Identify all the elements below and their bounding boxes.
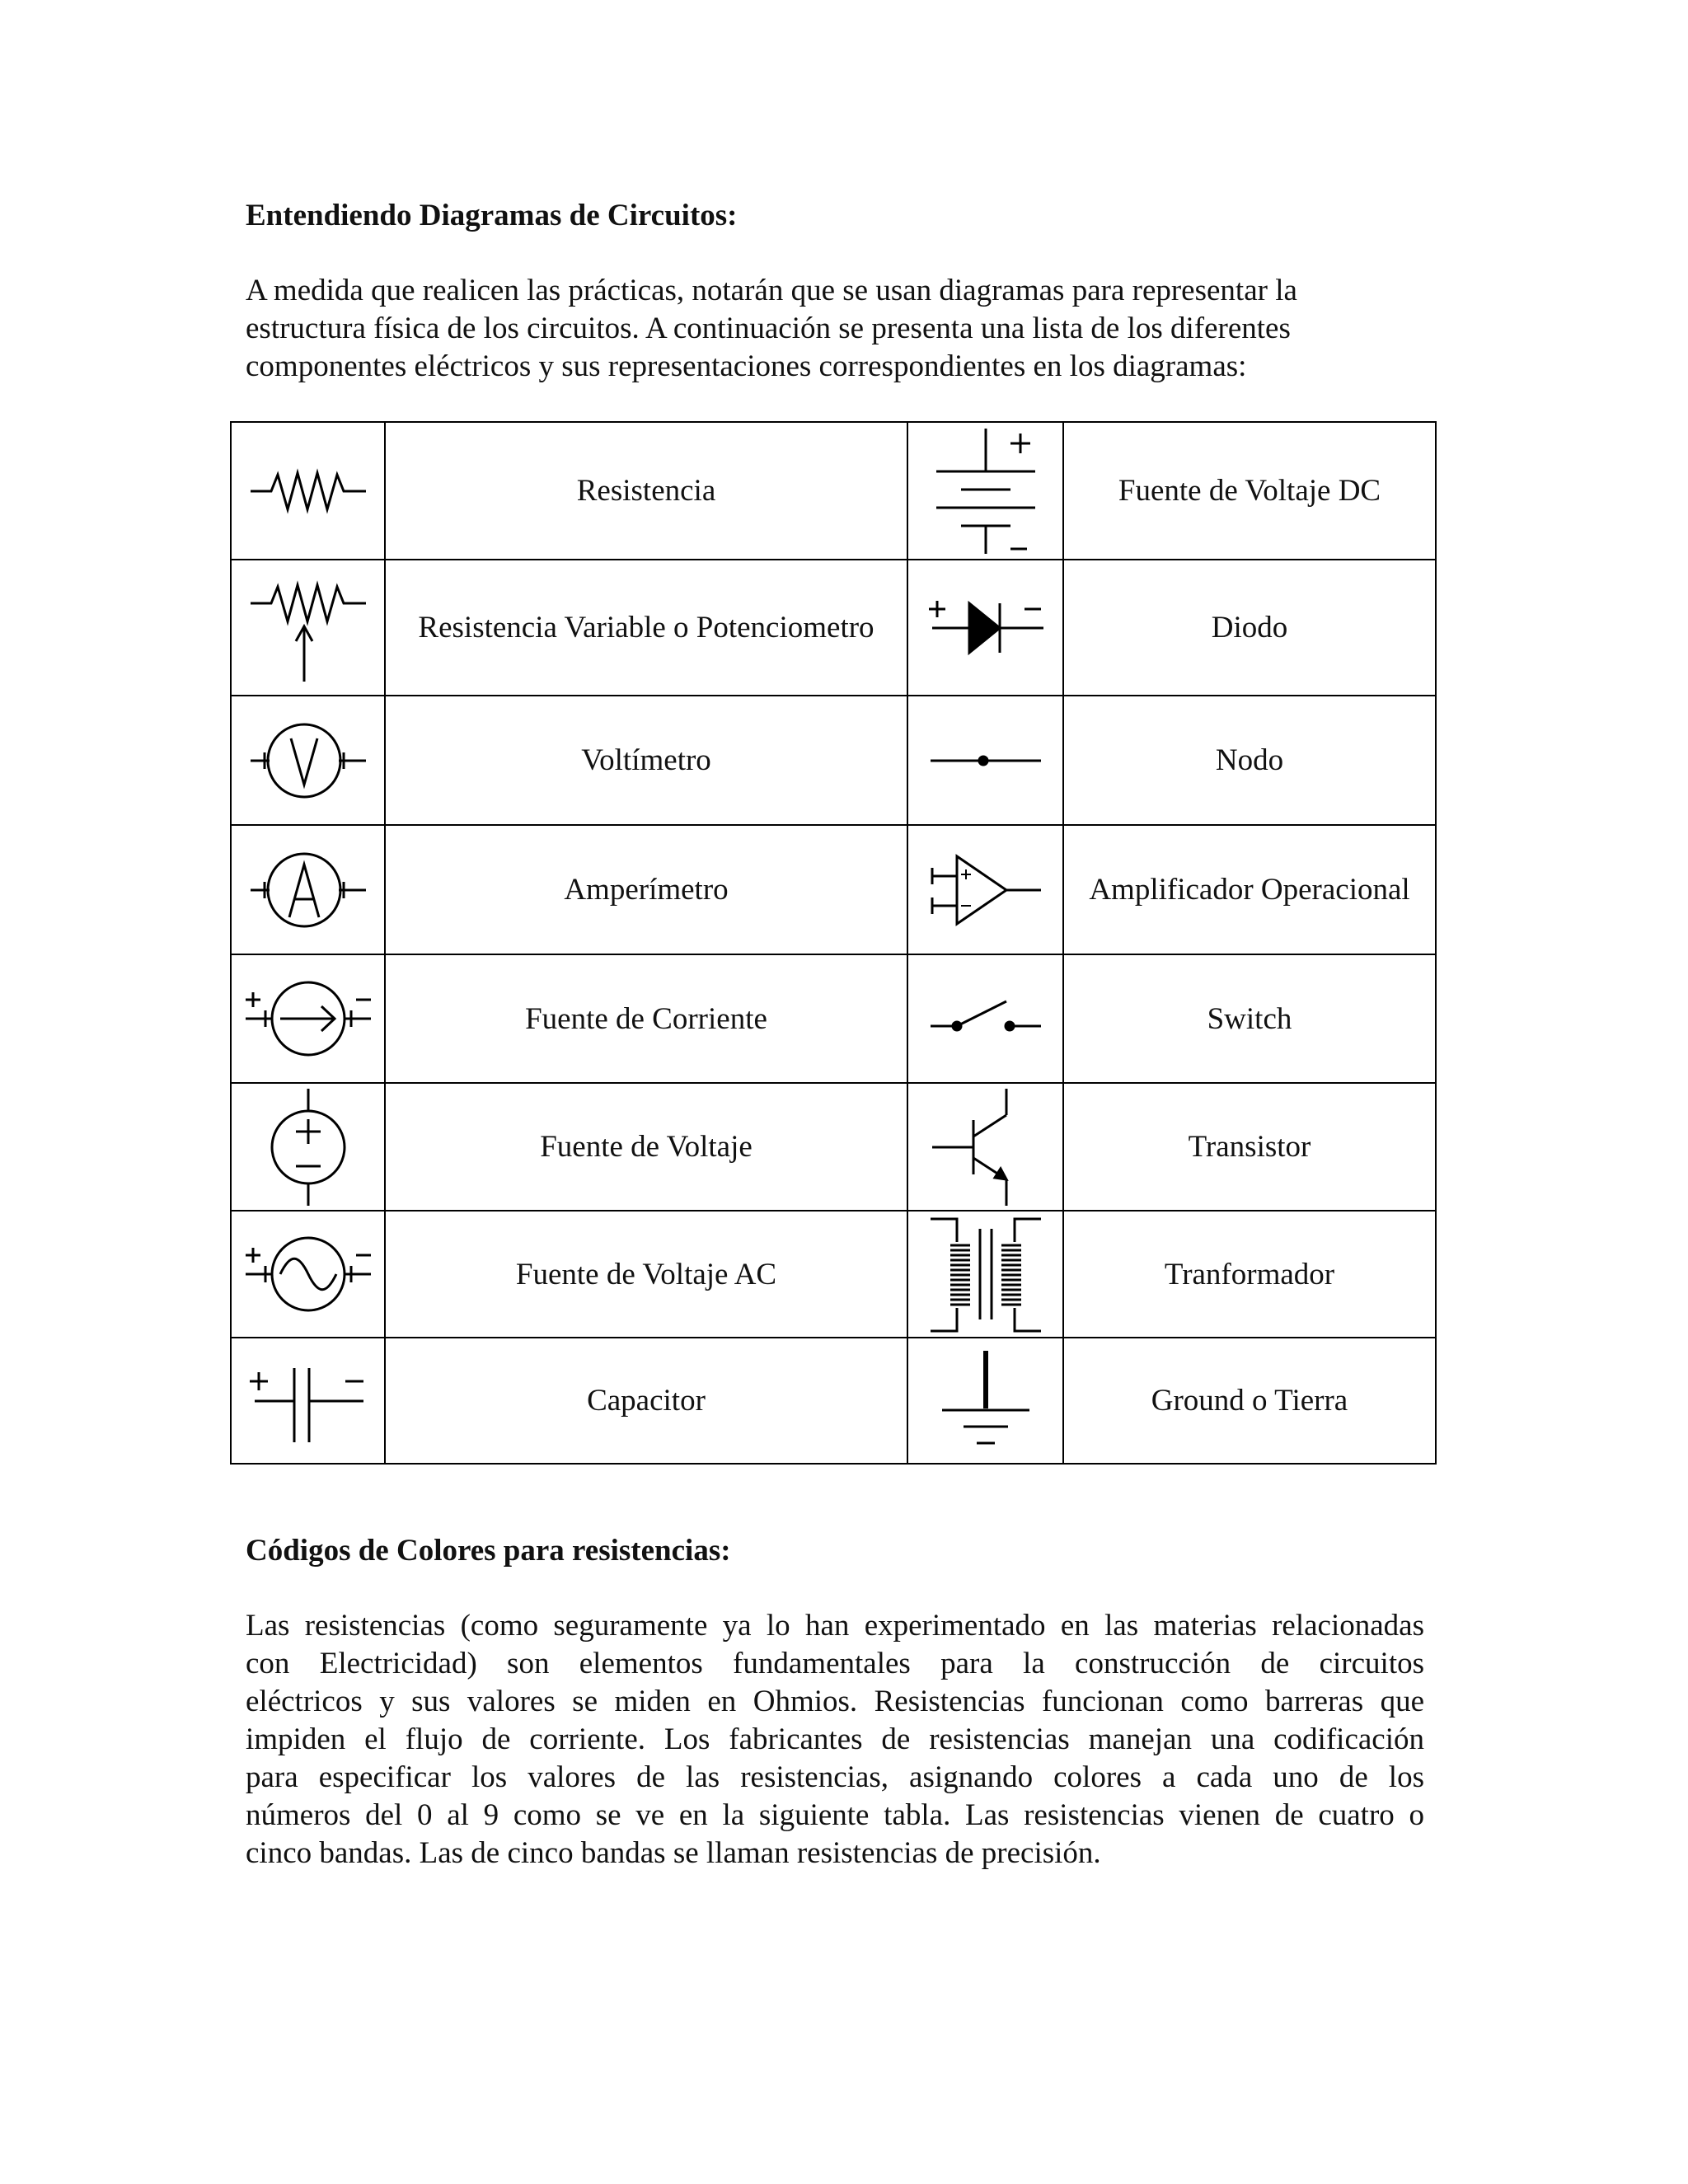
- symbol-cell: [231, 1083, 385, 1211]
- ground-icon: [924, 1347, 1048, 1455]
- symbol-cell: [907, 422, 1063, 560]
- component-label: Amplificador Operacional: [1063, 825, 1436, 954]
- table-row: [231, 825, 1436, 954]
- paragraph-line: para especificar los valores de las resistencias, asignando colores a cada uno de los: [246, 1760, 1424, 1794]
- paragraph-line: eléctricos y sus valores se miden en Ohmios. Resistencias funcionan como barreras que: [246, 1685, 1424, 1718]
- section-heading-diagrams: Entendiendo Diagramas de Circuitos:: [246, 199, 738, 232]
- symbol-cell: [231, 1211, 385, 1338]
- paragraph-line: cinco bandas. Las de cinco bandas se llaman resistencias de precisión.: [246, 1836, 1101, 1870]
- component-label: Fuente de Voltaje AC: [385, 1211, 907, 1338]
- dc-voltage-source-icon: [928, 425, 1043, 557]
- paragraph-line: con Electricidad) son elementos fundamentales para la construcción de circuitos: [246, 1647, 1424, 1680]
- symbol-cell: [907, 954, 1063, 1083]
- table-row: [231, 422, 1436, 560]
- ac-voltage-source-icon: [242, 1221, 374, 1328]
- table-row: [231, 1083, 1436, 1211]
- current-source-icon: [242, 965, 374, 1072]
- component-label: Transistor: [1063, 1083, 1436, 1211]
- symbols-table: [230, 421, 1437, 1465]
- color-codes-paragraph: [246, 1607, 1424, 1872]
- symbol-cell: [907, 696, 1063, 825]
- ammeter-icon: [246, 837, 370, 944]
- table-row: [231, 1338, 1436, 1464]
- component-label: Nodo: [1063, 696, 1436, 825]
- component-label: Resistencia Variable o Potenciometro: [385, 560, 907, 696]
- table-row: [231, 696, 1436, 825]
- symbol-cell: [907, 560, 1063, 696]
- table-row: [231, 954, 1436, 1083]
- node-icon: [924, 744, 1048, 777]
- intro-paragraph: [246, 272, 1424, 386]
- table-row: [231, 560, 1436, 696]
- paragraph-line: impiden el flujo de corriente. Los fabricantes de resistencias manejan una codificación: [246, 1722, 1424, 1756]
- paragraph-line: A medida que realicen las prácticas, notarán que se usan diagramas para representar la: [246, 274, 1297, 307]
- transformer-icon: [924, 1212, 1048, 1336]
- capacitor-icon: [246, 1352, 370, 1451]
- component-label: Tranformador: [1063, 1211, 1436, 1338]
- voltmeter-icon: [246, 707, 370, 814]
- diode-icon: [924, 591, 1048, 665]
- symbol-cell: [231, 422, 385, 560]
- symbol-cell: [907, 1211, 1063, 1338]
- paragraph-line: estructura física de los circuitos. A continuación se presenta una lista de los diferentes: [246, 312, 1291, 345]
- symbol-cell: [231, 954, 385, 1083]
- paragraph-line: componentes eléctricos y sus representaciones correspondientes en los diagramas:: [246, 349, 1247, 383]
- component-label: Fuente de Voltaje DC: [1063, 422, 1436, 560]
- symbol-cell: [231, 696, 385, 825]
- symbol-cell: [231, 1338, 385, 1464]
- component-label: Resistencia: [385, 422, 907, 560]
- component-label: Capacitor: [385, 1338, 907, 1464]
- op-amp-icon: [924, 845, 1048, 935]
- variable-resistor-icon: [246, 570, 370, 686]
- symbol-cell: [231, 825, 385, 954]
- component-label: Voltímetro: [385, 696, 907, 825]
- component-label: Diodo: [1063, 560, 1436, 696]
- section-heading-color-codes: Códigos de Colores para resistencias:: [246, 1534, 731, 1568]
- component-label: Fuente de Voltaje: [385, 1083, 907, 1211]
- symbol-cell: [907, 1083, 1063, 1211]
- symbol-cell: [907, 825, 1063, 954]
- symbol-cell: [907, 1338, 1063, 1464]
- component-label: Switch: [1063, 954, 1436, 1083]
- voltage-source-icon: [246, 1085, 370, 1209]
- paragraph-line: Las resistencias (como seguramente ya lo han experimentado en las materias relacionadas: [246, 1609, 1424, 1643]
- table-row: [231, 1211, 1436, 1338]
- component-label: Amperímetro: [385, 825, 907, 954]
- switch-icon: [924, 990, 1048, 1047]
- component-label: Fuente de Corriente: [385, 954, 907, 1083]
- component-label: Ground o Tierra: [1063, 1338, 1436, 1464]
- symbol-cell: [231, 560, 385, 696]
- transistor-icon: [924, 1085, 1048, 1209]
- paragraph-line: números del 0 al 9 como se ve en la siguiente tabla. Las resistencias vienen de cuatro o: [246, 1798, 1424, 1832]
- resistor-icon: [246, 458, 370, 524]
